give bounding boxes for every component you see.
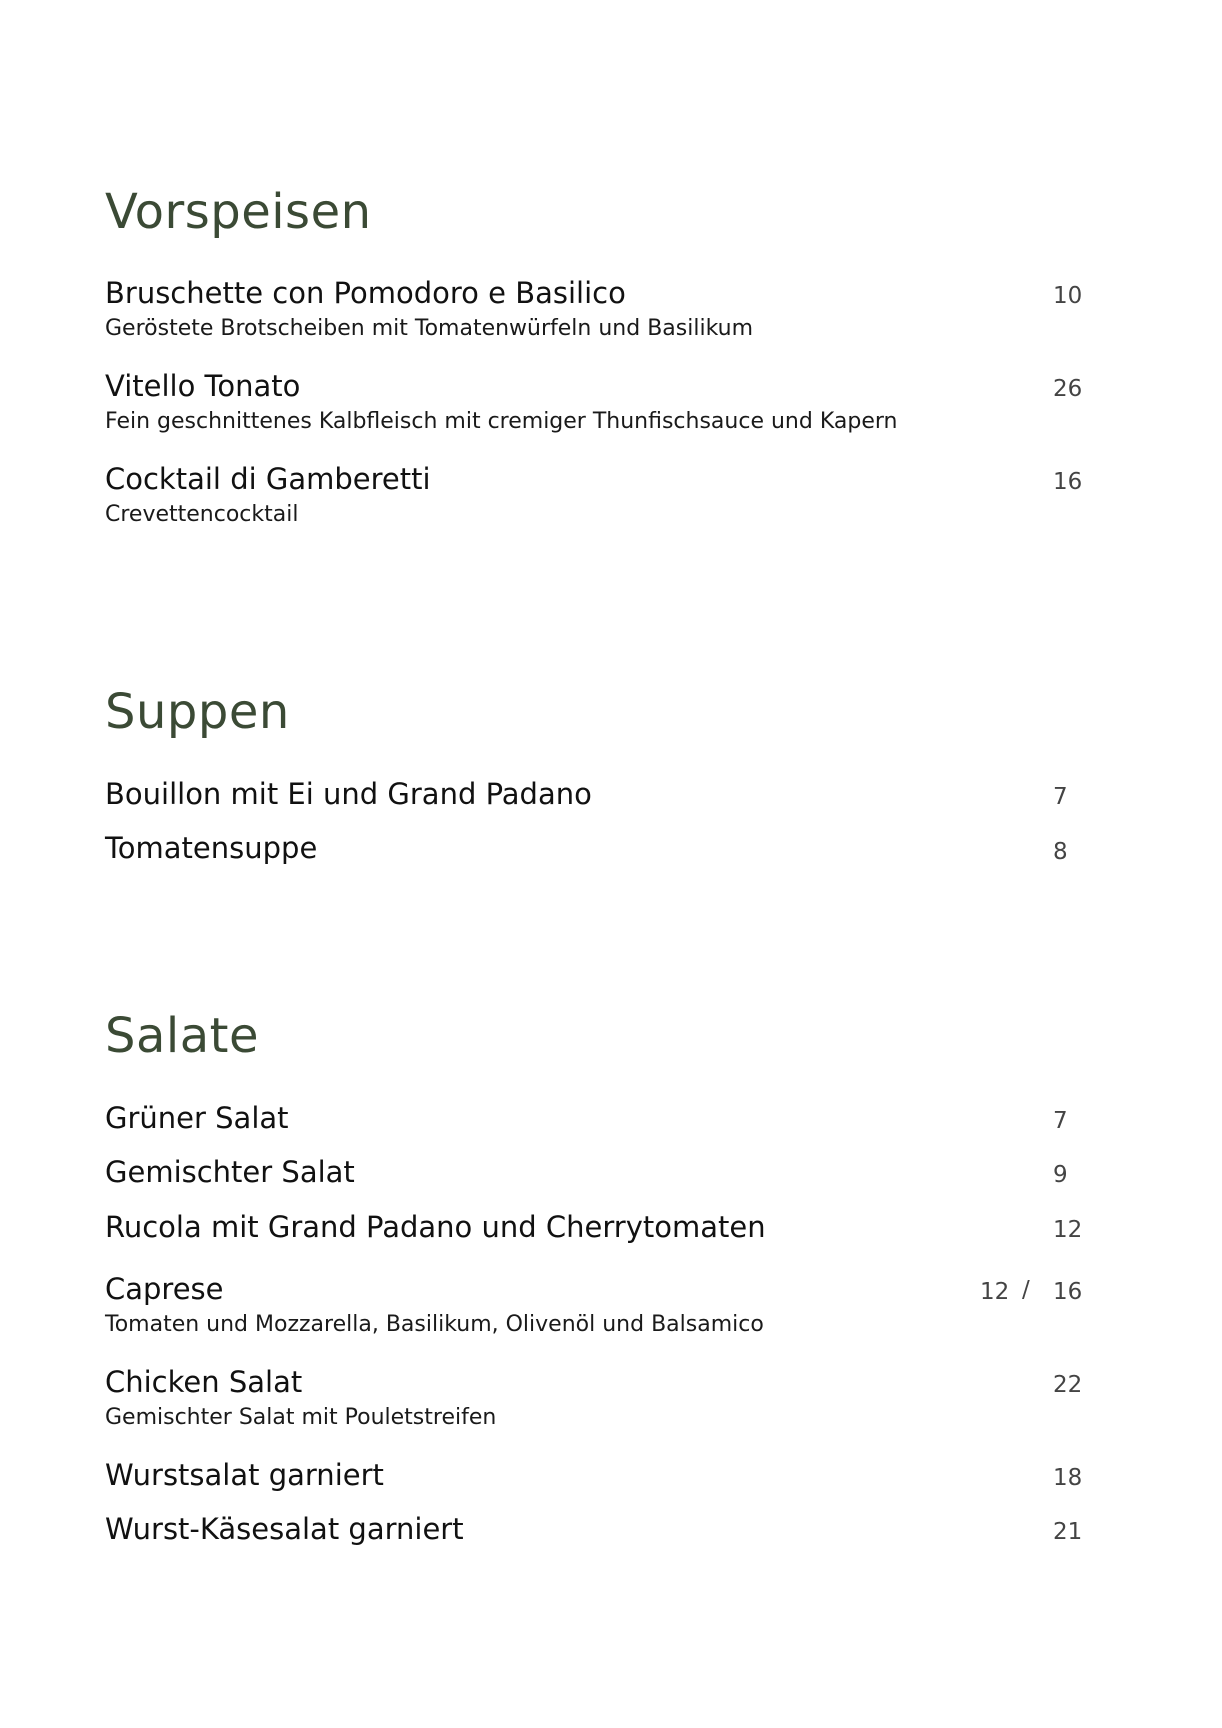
menu-item-name: Vitello Tonato	[105, 369, 301, 403]
menu-item-name: Cocktail di Gamberetti	[105, 462, 431, 496]
menu-item-price: 16	[1053, 469, 1083, 495]
menu-item-price: 9	[1053, 1162, 1068, 1188]
menu-item-name: Bruschette con Pomodoro e Basilico	[105, 276, 626, 310]
menu-item-price: 22	[1053, 1372, 1083, 1398]
menu-item-name: Bouillon mit Ei und Grand Padano	[105, 777, 592, 811]
menu-item-price: 12	[1053, 1217, 1083, 1243]
menu-item-price: 10	[1053, 283, 1083, 309]
section-title-salate: Salate	[105, 1008, 259, 1064]
price-separator: /	[1022, 1277, 1030, 1303]
menu-item-name: Wurstsalat garniert	[105, 1458, 384, 1492]
menu-item-price-large: 16	[1053, 1279, 1083, 1305]
menu-item-name: Gemischter Salat	[105, 1155, 355, 1189]
menu-item-description: Tomaten und Mozzarella, Basilikum, Olivenöl und Balsamico	[105, 1312, 764, 1337]
menu-item-price: 7	[1053, 784, 1068, 810]
menu-item-description: Crevettencocktail	[105, 502, 299, 527]
menu-item-description: Gemischter Salat mit Pouletstreifen	[105, 1405, 497, 1430]
menu-item-name: Tomatensuppe	[105, 831, 318, 865]
menu-item-name: Grüner Salat	[105, 1101, 289, 1135]
section-title-suppen: Suppen	[105, 684, 290, 740]
menu-item-description: Geröstete Brotscheiben mit Tomatenwürfeln und Basilikum	[105, 316, 754, 341]
menu-item-price: 18	[1053, 1465, 1083, 1491]
menu-item-price-small: 12	[980, 1279, 1010, 1305]
menu-item-description: Fein geschnittenes Kalbfleisch mit cremiger Thunfischsauce und Kapern	[105, 409, 898, 434]
menu-item-price: 8	[1053, 839, 1068, 865]
menu-item-price: 21	[1053, 1519, 1083, 1545]
menu-item-price: 7	[1053, 1108, 1068, 1134]
menu-item-price: 26	[1053, 376, 1083, 402]
menu-item-name: Caprese	[105, 1272, 224, 1306]
menu-item-name: Chicken Salat	[105, 1365, 303, 1399]
menu-item-name: Wurst-Käsesalat garniert	[105, 1512, 464, 1546]
menu-item-name: Rucola mit Grand Padano und Cherrytomaten	[105, 1210, 766, 1244]
section-title-vorspeisen: Vorspeisen	[105, 184, 372, 240]
